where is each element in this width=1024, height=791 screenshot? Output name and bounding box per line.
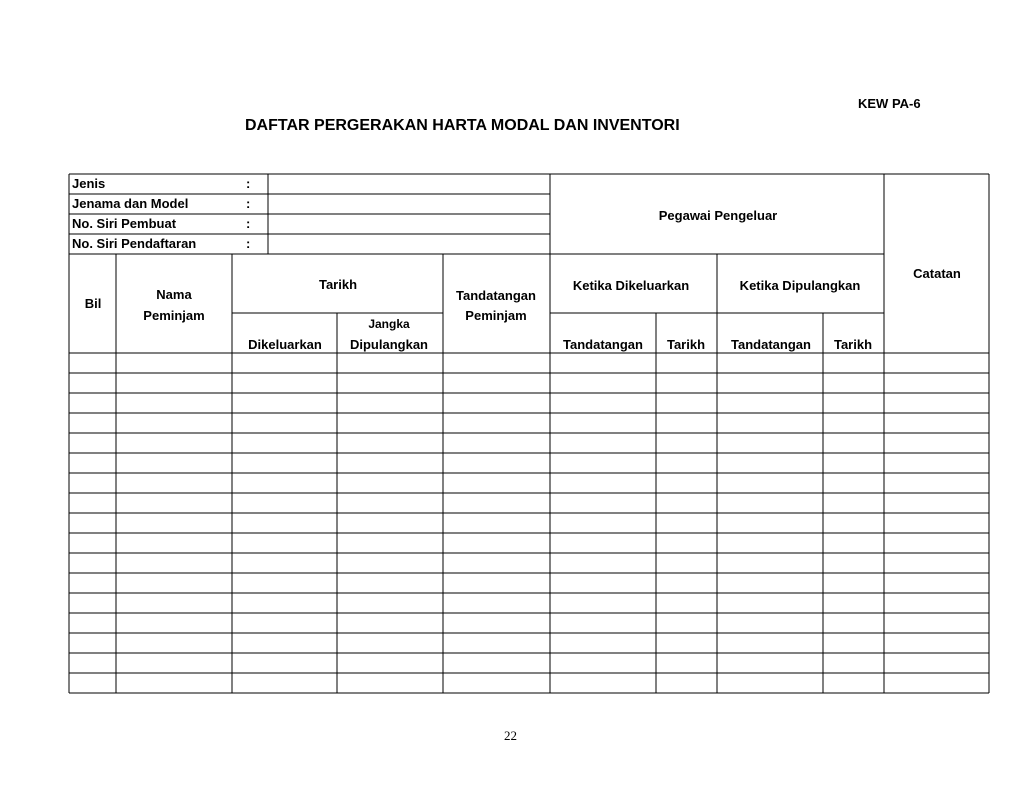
info-label-jenama: Jenama dan Model bbox=[72, 196, 189, 211]
page-number: 22 bbox=[504, 728, 517, 743]
header-catatan: Catatan bbox=[913, 266, 961, 281]
info-colon: : bbox=[246, 236, 251, 251]
header-tandatangan-peminjam: Tandatangan bbox=[456, 288, 536, 303]
header-tandatangan-peminjam-line2: Peminjam bbox=[465, 308, 527, 323]
header-ketika-dikeluarkan: Ketika Dikeluarkan bbox=[572, 278, 690, 293]
header-pegawai-pengeluar: Pegawai Pengeluar bbox=[658, 208, 778, 223]
header-sub-tarikh: Tarikh bbox=[666, 337, 706, 352]
info-label-siri-pendaftaran: No. Siri Pendaftaran bbox=[72, 236, 197, 251]
info-colon: : bbox=[246, 216, 251, 231]
header-sub-tandatangan: Tandatangan bbox=[563, 337, 643, 352]
info-label-siri-pembuat: No. Siri Pembuat bbox=[72, 216, 177, 231]
header-ketika-dipulangkan: Ketika Dipulangkan bbox=[739, 278, 861, 293]
header-nama: Nama bbox=[156, 287, 192, 302]
header-sub-tarikh: Tarikh bbox=[833, 337, 873, 352]
header-bil: Bil bbox=[84, 296, 102, 311]
info-colon: : bbox=[246, 196, 251, 211]
form-code: KEW PA-6 bbox=[858, 96, 921, 111]
header-sub-tandatangan: Tandatangan bbox=[731, 337, 811, 352]
header-dikeluarkan: Dikeluarkan bbox=[248, 337, 322, 352]
info-colon: : bbox=[246, 176, 251, 191]
header-tarikh: Tarikh bbox=[318, 277, 358, 292]
header-peminjam: Peminjam bbox=[143, 308, 205, 323]
header-jangka: Jangka bbox=[368, 317, 410, 331]
form-title: DAFTAR PERGERAKAN HARTA MODAL DAN INVENTORI bbox=[245, 117, 680, 134]
info-label-jenis: Jenis bbox=[72, 176, 106, 191]
header-dipulangkan: Dipulangkan bbox=[349, 337, 429, 352]
